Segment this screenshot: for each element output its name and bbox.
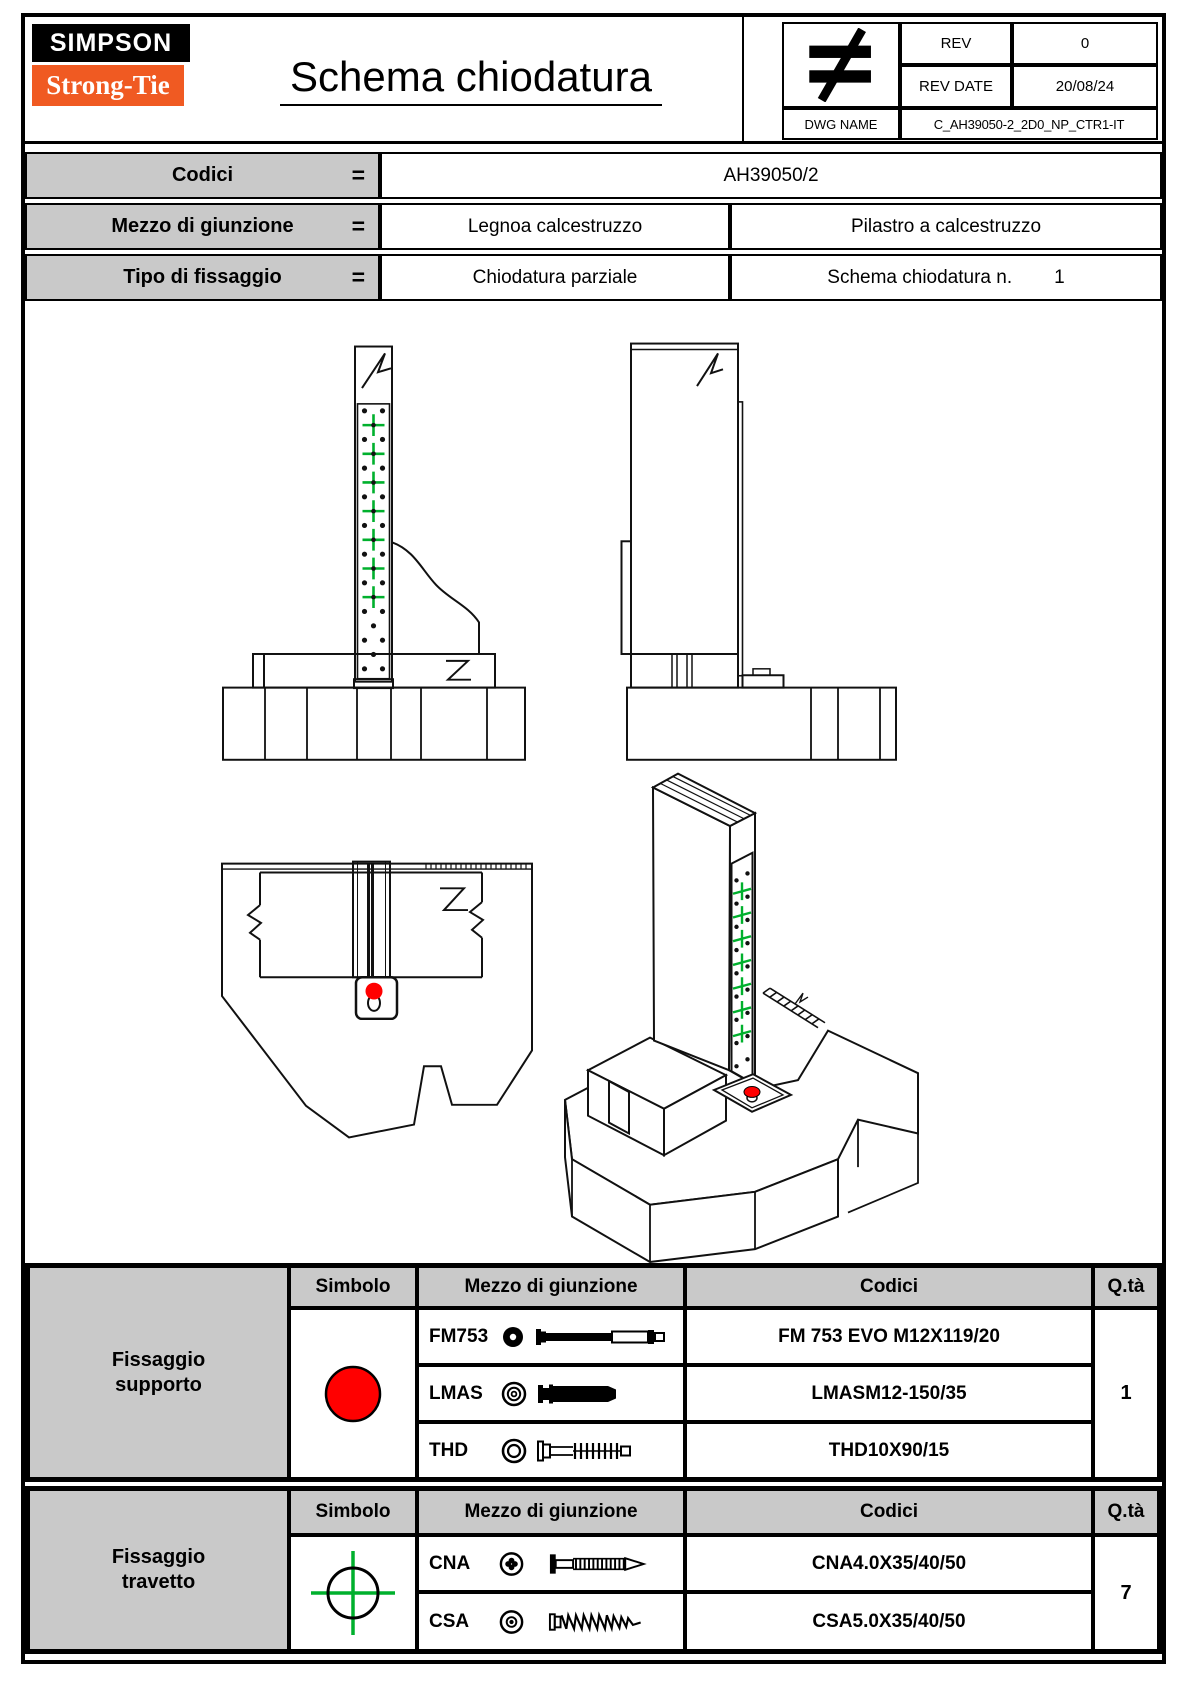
- mezzo-value-1: Legnoa calcestruzzo: [380, 203, 730, 250]
- info-table: [25, 144, 1162, 301]
- header-band: [25, 17, 1162, 144]
- side-view: [622, 344, 897, 760]
- code-lmas: LMASM12-150/35: [685, 1365, 1093, 1422]
- info-label: [25, 254, 380, 301]
- post-front-face-iso: [653, 787, 730, 1070]
- break-mark: [697, 353, 723, 386]
- anchor-mark-plan: [366, 983, 383, 1000]
- fastener-label: CNA: [429, 1552, 471, 1574]
- fastener-label: FM753: [429, 1325, 489, 1347]
- rev-date-value: 20/08/24: [1012, 65, 1158, 108]
- col-header-qta: Q.tà: [1093, 1489, 1159, 1535]
- col-header-simbolo: Simbolo: [289, 1489, 417, 1535]
- isometric-view: [565, 774, 918, 1262]
- simpson-strongtie-logo: [25, 17, 200, 141]
- fastener-row-cna: [417, 1535, 685, 1592]
- logo-strongtie: Strong-Tie: [32, 65, 184, 106]
- slab-right-lobe: [848, 1120, 918, 1213]
- break-mark: [362, 353, 391, 388]
- sheet-title-area: [200, 17, 742, 141]
- fastener-row-lmas: [417, 1365, 685, 1422]
- rev-value: 0: [1012, 22, 1158, 65]
- col-header-codici: Codici: [685, 1266, 1093, 1308]
- fastener-label: CSA: [429, 1610, 470, 1632]
- beam-right-break: [470, 872, 483, 977]
- dwg-name-value: C_AH39050-2_2D0_NP_CTR1-IT: [900, 108, 1158, 140]
- equals-sign: =: [351, 264, 365, 290]
- technical-drawing: [25, 305, 1162, 1263]
- red-filled-circle-anchor-symbol: [289, 1308, 417, 1479]
- info-label-text: Mezzo di giunzione: [111, 215, 294, 237]
- fastener-row-csa: [417, 1592, 685, 1651]
- col-header-codici: Codici: [685, 1489, 1093, 1535]
- sheet-frame: [21, 13, 1166, 1664]
- bracket-plate-side: [738, 402, 743, 676]
- group-label-travetto: Fissaggio travetto: [28, 1489, 289, 1651]
- fastener-row-thd: [417, 1422, 685, 1479]
- beam-section-side: [631, 654, 738, 688]
- cna-head-icon: [498, 1550, 525, 1578]
- col-header-qta: Q.tà: [1093, 1266, 1159, 1308]
- lmas-anchor-side-icon: [537, 1379, 677, 1409]
- rev-date-label: REV DATE: [900, 65, 1012, 108]
- code-csa: CSA5.0X35/40/50: [685, 1592, 1093, 1651]
- schema-number-cell: [730, 254, 1162, 301]
- equals-sign: =: [351, 162, 365, 188]
- not-equal-projection-icon: [782, 22, 900, 108]
- thd-head-icon: [500, 1437, 528, 1465]
- front-view: [223, 347, 525, 760]
- fissaggio-value: Chiodatura parziale: [380, 254, 730, 301]
- post-side: [631, 344, 738, 654]
- concrete-blocks-front: [223, 688, 525, 760]
- not-equal-projection-glyph: [795, 28, 887, 102]
- qty-supporto: 1: [1093, 1308, 1159, 1479]
- fastener-label: LMAS: [429, 1382, 483, 1404]
- schema-number-value: 1: [1054, 266, 1065, 288]
- drawing-views-panel: [25, 305, 1162, 1263]
- cut-hatch-strip: [763, 988, 825, 1028]
- lmas-head-icon: [500, 1380, 528, 1408]
- col-header-simbolo: Simbolo: [289, 1266, 417, 1308]
- code-thd: THD10X90/15: [685, 1422, 1093, 1479]
- codici-value: AH39050/2: [380, 152, 1162, 199]
- cna-nail-side-icon: [548, 1549, 683, 1579]
- anchor-mark-iso: [744, 1087, 760, 1098]
- group-label-supporto: Fissaggio supporto: [28, 1266, 289, 1479]
- csa-head-icon: [498, 1608, 525, 1636]
- rev-label: REV: [900, 22, 1012, 65]
- info-row-fissaggio: [25, 254, 1162, 301]
- equals-sign: =: [351, 213, 365, 239]
- mezzo-value-2: Pilastro a calcestruzzo: [730, 203, 1162, 250]
- title-block: [742, 17, 1162, 141]
- col-header-mezzo: Mezzo di giunzione: [417, 1489, 685, 1535]
- break-mark: [446, 661, 471, 680]
- logo-simpson: SIMPSON: [32, 24, 190, 62]
- fastener-row-fm753: [417, 1308, 685, 1365]
- qty-travetto: 7: [1093, 1535, 1159, 1651]
- green-crosshair-nail-symbol: [289, 1535, 417, 1651]
- schema-number-label: Schema chiodatura n.: [827, 266, 1013, 288]
- concrete-blocks-side: [627, 688, 896, 760]
- info-row-codici: [25, 152, 1162, 199]
- info-label: [25, 203, 380, 250]
- info-label-text: Tipo di fissaggio: [123, 266, 282, 288]
- fissaggio-supporto-table: [25, 1263, 1162, 1482]
- fm753-anchor-side-icon: [535, 1322, 675, 1352]
- csa-screw-side-icon: [548, 1607, 683, 1637]
- fm753-head-icon: [500, 1324, 526, 1350]
- info-label: [25, 152, 380, 199]
- page-title: Schema chiodatura: [280, 53, 662, 106]
- concrete-slab-plan: [222, 864, 532, 1138]
- panel-edge: [622, 541, 632, 654]
- beam-left-break: [248, 872, 261, 977]
- code-fm753: FM 753 EVO M12X119/20: [685, 1308, 1093, 1365]
- thd-screw-side-icon: [537, 1436, 677, 1466]
- hatch-ticks: [426, 864, 526, 870]
- col-header-mezzo: Mezzo di giunzione: [417, 1266, 685, 1308]
- code-cna: CNA4.0X35/40/50: [685, 1535, 1093, 1592]
- break-mark: [795, 993, 808, 1004]
- fastener-label: THD: [429, 1439, 469, 1461]
- fissaggio-travetto-table: [25, 1486, 1162, 1654]
- info-row-mezzo: [25, 203, 1162, 250]
- dwg-name-label: DWG NAME: [782, 108, 900, 140]
- bracket-plate-plan: [369, 864, 373, 978]
- cut-curve: [392, 542, 479, 654]
- info-label-text: Codici: [171, 164, 234, 186]
- break-mark: [440, 888, 468, 910]
- plan-view: [222, 862, 532, 1138]
- bracket-foot-side: [743, 675, 784, 687]
